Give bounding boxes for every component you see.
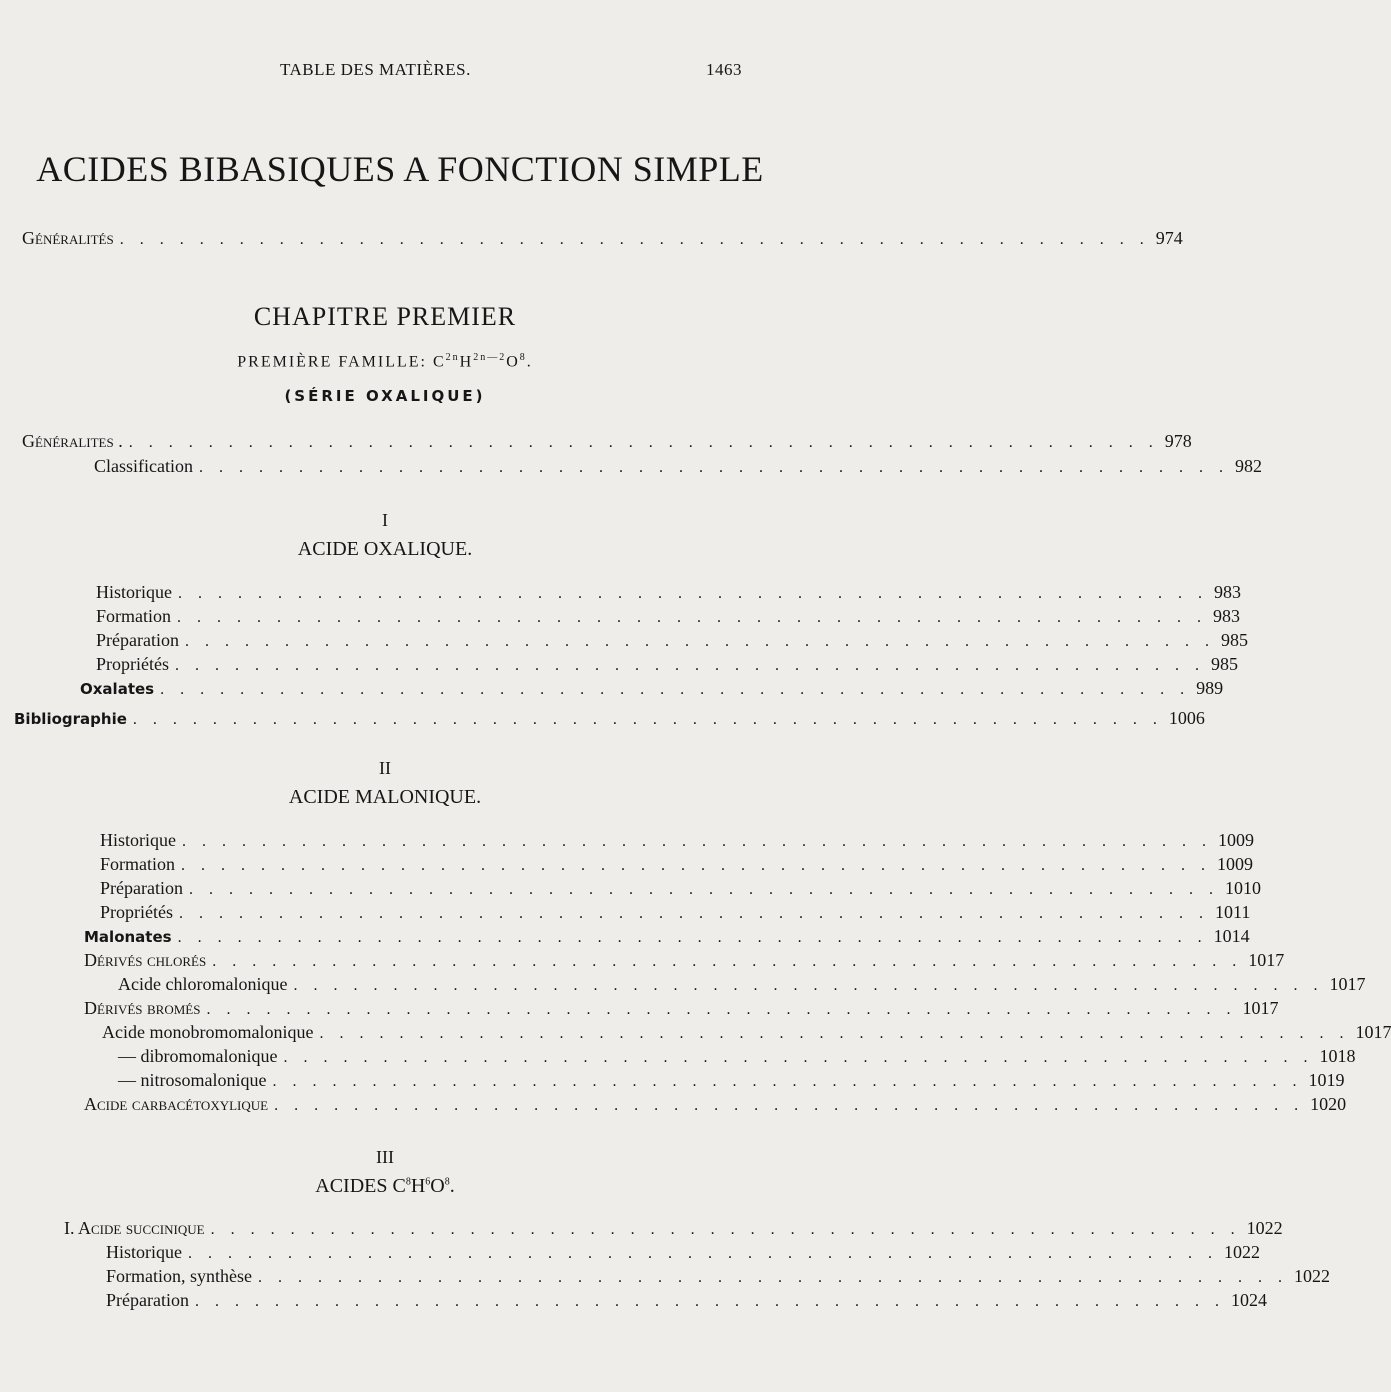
toc-page-number: 974 xyxy=(1155,228,1183,248)
leader-dots: . . . . . . . . . . . . . . . . . . . . . . . . . . . . . . . . . . . . . . . . . . . . . . . . . . . . xyxy=(119,231,1150,248)
toc-row xyxy=(96,606,1240,630)
toc-page-number: 1014 xyxy=(1213,926,1250,946)
toc-row xyxy=(100,902,1251,926)
leader-dots: . . . . . . . . . . . . . . . . . . . . . . . . . . . . . . . . . . . . . . . . . . . . . . . . . . . . xyxy=(188,1245,1218,1262)
leader-dots: . . . . . . . . . . . . . . . . . . . . . . . . . . . . . . . . . . . . . . . . . . . . . . . . . . . . xyxy=(293,977,1324,994)
toc-page-number: 1020 xyxy=(1310,1094,1347,1114)
toc-row xyxy=(106,1266,1330,1290)
toc-page-number: 1017 xyxy=(1329,974,1366,994)
toc-page-number: 1009 xyxy=(1218,830,1254,850)
toc-page-number: 1022 xyxy=(1294,1266,1330,1286)
toc-page-number: 985 xyxy=(1220,630,1248,650)
running-title: TABLE DES MATIÈRES. xyxy=(280,60,471,79)
toc-row xyxy=(94,456,1262,480)
toc-label: Préparation xyxy=(100,878,183,898)
toc-label: Généralites . xyxy=(22,431,123,451)
toc-row xyxy=(106,1290,1267,1314)
toc-row xyxy=(106,1242,1260,1266)
toc-row-generalites xyxy=(22,228,1183,252)
toc-label: Dérivés bromés xyxy=(84,998,201,1018)
toc-row xyxy=(14,708,1205,732)
section-roman: III xyxy=(376,1147,394,1167)
toc-label: Classification xyxy=(94,456,193,476)
leader-dots: . . . . . . . . . . . . . . . . . . . . . . . . . . . . . . . . . . . . . . . . . . . . . . . . . . . . xyxy=(128,434,1159,451)
toc-page-number: 1006 xyxy=(1168,708,1205,728)
leader-dots: . . . . . . . . . . . . . . . . . . . . . . . . . . . . . . . . . . . . . . . . . . . . . . . . . . . . xyxy=(210,1221,1241,1238)
toc-label: Oxalates xyxy=(80,680,155,698)
leader-dots: . . . . . . . . . . . . . . . . . . . . . . . . . . . . . . . . . . . . . . . . . . . . . . . . . . . . xyxy=(258,1269,1288,1286)
toc-row xyxy=(64,1218,1283,1242)
toc-label: Préparation xyxy=(106,1290,189,1310)
toc-row xyxy=(84,950,1285,974)
leader-dots: . . . . . . . . . . . . . . . . . . . . . . . . . . . . . . . . . . . . . . . . . . . . . . . . . . . . xyxy=(274,1097,1305,1114)
leader-dots: . . . . . . . . . . . . . . . . . . . . . . . . . . . . . . . . . . . . . . . . . . . . . . . . . . . . xyxy=(182,833,1212,850)
toc-page-number: 1024 xyxy=(1230,1290,1267,1310)
toc-label: Généralités xyxy=(22,228,114,248)
toc-label: Propriétés xyxy=(100,902,173,922)
toc-page-number: 978 xyxy=(1164,431,1192,451)
toc-row xyxy=(84,1094,1347,1118)
leader-dots: . . . . . . . . . . . . . . . . . . . . . . . . . . . . . . . . . . . . . . . . . . . . . . . . . . . . xyxy=(198,459,1229,476)
famille-heading: PREMIÈRE FAMILLE: $C^{2n}H^{2n—2}O^8$. xyxy=(237,352,533,371)
toc-row xyxy=(118,1070,1345,1094)
main-title: ACIDES BIBASIQUES A FONCTION SIMPLE xyxy=(36,149,764,189)
toc-label: Historique xyxy=(96,582,172,602)
toc-label: Formation xyxy=(100,854,175,874)
toc-page-number: 983 xyxy=(1214,582,1241,602)
toc-label: Formation xyxy=(96,606,171,626)
toc-row xyxy=(22,431,1192,455)
toc-page-number: 1011 xyxy=(1214,902,1251,922)
leader-dots: . . . . . . . . . . . . . . . . . . . . . . . . . . . . . . . . . . . . . . . . . . . . . . . . . . . . xyxy=(184,633,1215,650)
leader-dots: . . . . . . . . . . . . . . . . . . . . . . . . . . . . . . . . . . . . . . . . . . . . . . . . . . . . xyxy=(178,585,1208,602)
toc-page-number: 1017 xyxy=(1248,950,1285,970)
leader-dots: . . . . . . . . . . . . . . . . . . . . . . . . . . . . . . . . . . . . . . . . . . . . . . . . . . . . xyxy=(272,1073,1303,1090)
section-title: ACIDES $C^8H^6O^8$. xyxy=(315,1175,455,1197)
toc-label: I. Acide succinique xyxy=(64,1218,205,1238)
toc-page-number: 985 xyxy=(1210,654,1238,674)
toc-label: Acide monobromomalonique xyxy=(102,1022,314,1042)
toc-row xyxy=(100,830,1254,854)
toc-row xyxy=(118,1046,1356,1070)
toc-row xyxy=(102,1022,1391,1046)
toc-label: Malonates xyxy=(84,928,172,946)
toc-page-number: 989 xyxy=(1196,678,1224,698)
leader-dots: . . . . . . . . . . . . . . . . . . . . . . . . . . . . . . . . . . . . . . . . . . . . . . . . . . . . xyxy=(188,881,1219,898)
toc-label: Dérivés chlorés xyxy=(84,950,207,970)
leader-dots: . . . . . . . . . . . . . . . . . . . . . . . . . . . . . . . . . . . . . . . . . . . . . . . . . . . . xyxy=(132,711,1163,728)
leader-dots: . . . . . . . . . . . . . . . . . . . . . . . . . . . . . . . . . . . . . . . . . . . . . . . . . . . . xyxy=(178,905,1209,922)
toc-label: — nitrosomalonique xyxy=(118,1070,267,1090)
serie-heading: (SÉRIE OXALIQUE) xyxy=(284,387,486,405)
toc-row xyxy=(84,926,1250,950)
toc-row xyxy=(100,854,1253,878)
toc-label: Formation, synthèse xyxy=(106,1266,252,1286)
section-roman: I xyxy=(382,510,388,530)
toc-row xyxy=(100,878,1261,902)
leader-dots: . . . . . . . . . . . . . . . . . . . . . . . . . . . . . . . . . . . . . . . . . . . . . . . . . . . . xyxy=(319,1025,1350,1042)
toc-label: Propriétés xyxy=(96,654,169,674)
leader-dots: . . . . . . . . . . . . . . . . . . . . . . . . . . . . . . . . . . . . . . . . . . . . . . . . . . . . xyxy=(177,929,1208,946)
toc-label: Historique xyxy=(100,830,176,850)
toc-row xyxy=(96,582,1241,606)
toc-row xyxy=(96,630,1248,654)
toc-page-number: 1019 xyxy=(1308,1070,1345,1090)
section-roman: II xyxy=(379,758,391,778)
leader-dots: . . . . . . . . . . . . . . . . . . . . . . . . . . . . . . . . . . . . . . . . . . . . . . . . . . . . xyxy=(194,1293,1225,1310)
header-page-number: 1463 xyxy=(706,60,742,79)
toc-label: Préparation xyxy=(96,630,179,650)
toc-page-number: 1017 xyxy=(1355,1022,1391,1042)
toc-page-number: 1010 xyxy=(1224,878,1261,898)
leader-dots: . . . . . . . . . . . . . . . . . . . . . . . . . . . . . . . . . . . . . . . . . . . . . . . . . . . . xyxy=(160,681,1191,698)
chapter-title: CHAPITRE PREMIER xyxy=(253,302,517,331)
toc-page-number: 1018 xyxy=(1319,1046,1356,1066)
toc-page-number: 983 xyxy=(1213,606,1240,626)
leader-dots: . . . . . . . . . . . . . . . . . . . . . . . . . . . . . . . . . . . . . . . . . . . . . . . . . . . . xyxy=(283,1049,1314,1066)
leader-dots: . . . . . . . . . . . . . . . . . . . . . . . . . . . . . . . . . . . . . . . . . . . . . . . . . . . . xyxy=(212,953,1243,970)
section-title: ACIDE MALONIQUE. xyxy=(288,786,482,808)
leader-dots: . . . . . . . . . . . . . . . . . . . . . . . . . . . . . . . . . . . . . . . . . . . . . . . . . . . . xyxy=(206,1001,1237,1018)
toc-row xyxy=(118,974,1366,998)
toc-label: — dibromomalonique xyxy=(118,1046,278,1066)
toc-label: Acide chloromalonique xyxy=(118,974,288,994)
leader-dots: . . . . . . . . . . . . . . . . . . . . . . . . . . . . . . . . . . . . . . . . . . . . . . . . . . . . xyxy=(174,657,1205,674)
toc-page-number: 1017 xyxy=(1242,998,1279,1018)
toc-row xyxy=(96,654,1238,678)
toc-label: Historique xyxy=(106,1242,182,1262)
toc-row xyxy=(80,678,1224,702)
leader-dots: . . . . . . . . . . . . . . . . . . . . . . . . . . . . . . . . . . . . . . . . . . . . . . . . . . . . xyxy=(177,609,1207,626)
toc-page-number: 1022 xyxy=(1224,1242,1260,1262)
toc-page-number: 982 xyxy=(1234,456,1262,476)
toc-label: Acide carbacétoxylique xyxy=(84,1094,269,1114)
toc-page-number: 1009 xyxy=(1217,854,1253,874)
toc-label: Bibliographie xyxy=(14,710,127,728)
section-title: ACIDE OXALIQUE. xyxy=(297,538,473,560)
leader-dots: . . . . . . . . . . . . . . . . . . . . . . . . . . . . . . . . . . . . . . . . . . . . . . . . . . . . xyxy=(181,857,1211,874)
toc-row xyxy=(84,998,1279,1022)
toc-page-number: 1022 xyxy=(1246,1218,1283,1238)
